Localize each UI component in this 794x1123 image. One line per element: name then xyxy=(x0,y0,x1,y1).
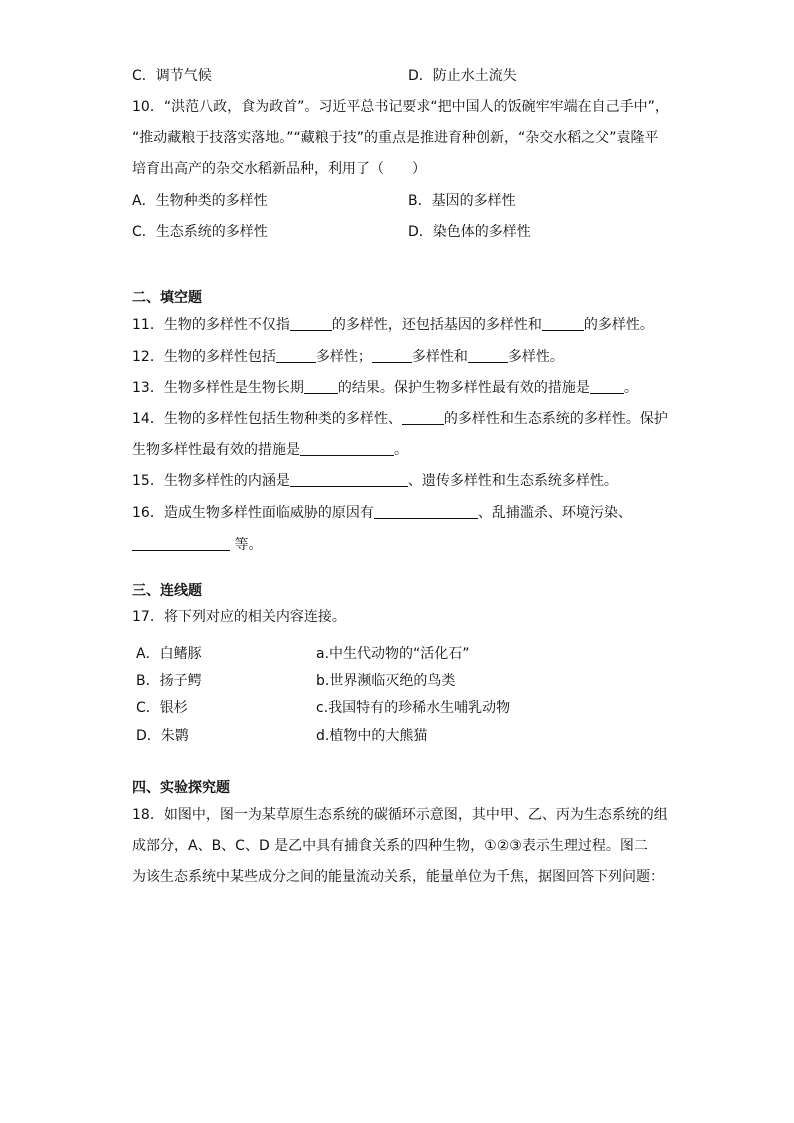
match-left-item[interactable]: B．扬子鳄 xyxy=(136,673,202,689)
match-right-item[interactable]: d.植物中的大熊猫 xyxy=(316,728,428,744)
answer-blank[interactable] xyxy=(590,379,624,394)
q16-line2 xyxy=(132,535,262,555)
q12-text-3: 多样性和 xyxy=(411,349,468,365)
match-left-item[interactable]: C．银杉 xyxy=(136,700,188,716)
q9-option-c: C．调节气候 xyxy=(132,68,212,84)
q16-text-2: 、乱捕滥杀、环境污染、 xyxy=(477,505,632,521)
answer-blank[interactable] xyxy=(290,472,408,487)
q11-text-2: 的多样性，还包括基因的多样性和 xyxy=(331,317,542,333)
match-right-item[interactable]: a.中生代动物的“活化石” xyxy=(316,646,470,662)
answer-blank[interactable] xyxy=(374,504,478,519)
answer-blank[interactable] xyxy=(304,379,338,394)
answer-blank[interactable] xyxy=(132,536,230,551)
q14-line2 xyxy=(132,440,408,460)
q18-stem-line1: 18．如图中，图一为某草原生态系统的碳循环示意图，其中甲、乙、丙为生态系统的组 xyxy=(132,807,668,823)
q9-option-d: D．防止水土流失 xyxy=(408,68,517,84)
match-right-item[interactable]: b.世界濒临灭绝的鸟类 xyxy=(316,673,456,689)
answer-blank[interactable] xyxy=(276,348,316,363)
q13-text-2: 的结果。保护生物多样性最有效的措施是 xyxy=(337,380,590,396)
q11-text-1: 11．生物的多样性不仅指 xyxy=(132,317,290,333)
answer-blank[interactable] xyxy=(290,316,332,331)
q12-text-2: 多样性； xyxy=(315,349,372,365)
answer-blank[interactable] xyxy=(372,348,412,363)
q16-text-3: 等。 xyxy=(230,537,263,553)
q10-option-c: C．生态系统的多样性 xyxy=(132,224,268,240)
match-left-item[interactable]: D．朱鹮 xyxy=(136,728,189,744)
answer-blank[interactable] xyxy=(468,348,508,363)
q10-stem-line3: 培育出高产的杂交水稻新品种，利用了（ ） xyxy=(132,161,426,177)
q14-text-4: 。 xyxy=(394,442,408,458)
q11 xyxy=(132,315,654,335)
q16-line1 xyxy=(132,503,632,523)
section-heading-fill-blank: 二、填空题 xyxy=(132,290,202,306)
q16-text-1: 16．造成生物多样性面临威胁的原因有 xyxy=(132,505,374,521)
q10-option-d: D．染色体的多样性 xyxy=(408,224,531,240)
q10-stem-line1: 10．“洪范八政，食为政首”。习近平总书记要求“把中国人的饭碗牢牢端在自己手中”， xyxy=(132,99,669,115)
q14-text-2: 的多样性和生态系统的多样性。保护 xyxy=(443,411,668,427)
q13 xyxy=(132,378,638,398)
q10-option-a: A．生物种类的多样性 xyxy=(132,193,268,209)
answer-blank[interactable] xyxy=(300,441,394,456)
section-heading-experiment: 四、实验探究题 xyxy=(132,780,230,796)
q13-text-1: 13．生物多样性是生物长期 xyxy=(132,380,304,396)
q10-option-b: B．基因的多样性 xyxy=(408,193,516,209)
q13-text-3: 。 xyxy=(623,380,638,396)
q15-text-2: 、遗传多样性和生态系统多样性。 xyxy=(407,473,618,489)
section-heading-matching: 三、连线题 xyxy=(132,583,202,599)
q15-text-1: 15．生物多样性的内涵是 xyxy=(132,473,290,489)
answer-blank[interactable] xyxy=(402,410,444,425)
q14-text-1: 14．生物的多样性包括生物种类的多样性、 xyxy=(132,411,402,427)
q12-text-4: 多样性。 xyxy=(507,349,564,365)
q18-stem-line2: 成部分，A、B、C、D 是乙中具有捕食关系的四种生物，①②③表示生理过程。图二 xyxy=(132,838,648,854)
q11-text-3: 的多样性。 xyxy=(583,317,654,333)
q17-stem: 17．将下列对应的相关内容连接。 xyxy=(132,609,346,625)
match-right-item[interactable]: c.我国特有的珍稀水生哺乳动物 xyxy=(316,700,511,716)
q12 xyxy=(132,347,564,367)
q10-stem-line2: “推动藏粮于技落实落地。”“藏粮于技”的重点是推进育种创新，“杂交水稻之父”袁隆平 xyxy=(132,130,659,146)
q15 xyxy=(132,471,618,491)
q18-stem-line3: 为该生态系统中某些成分之间的能量流动关系，能量单位为千焦，据图回答下列问题： xyxy=(132,869,664,885)
q14-line1 xyxy=(132,409,668,429)
q14-text-3: 生物多样性最有效的措施是 xyxy=(132,442,300,458)
answer-blank[interactable] xyxy=(542,316,584,331)
q12-text-1: 12．生物的多样性包括 xyxy=(132,349,276,365)
match-left-item[interactable]: A．白鳍豚 xyxy=(136,646,202,662)
